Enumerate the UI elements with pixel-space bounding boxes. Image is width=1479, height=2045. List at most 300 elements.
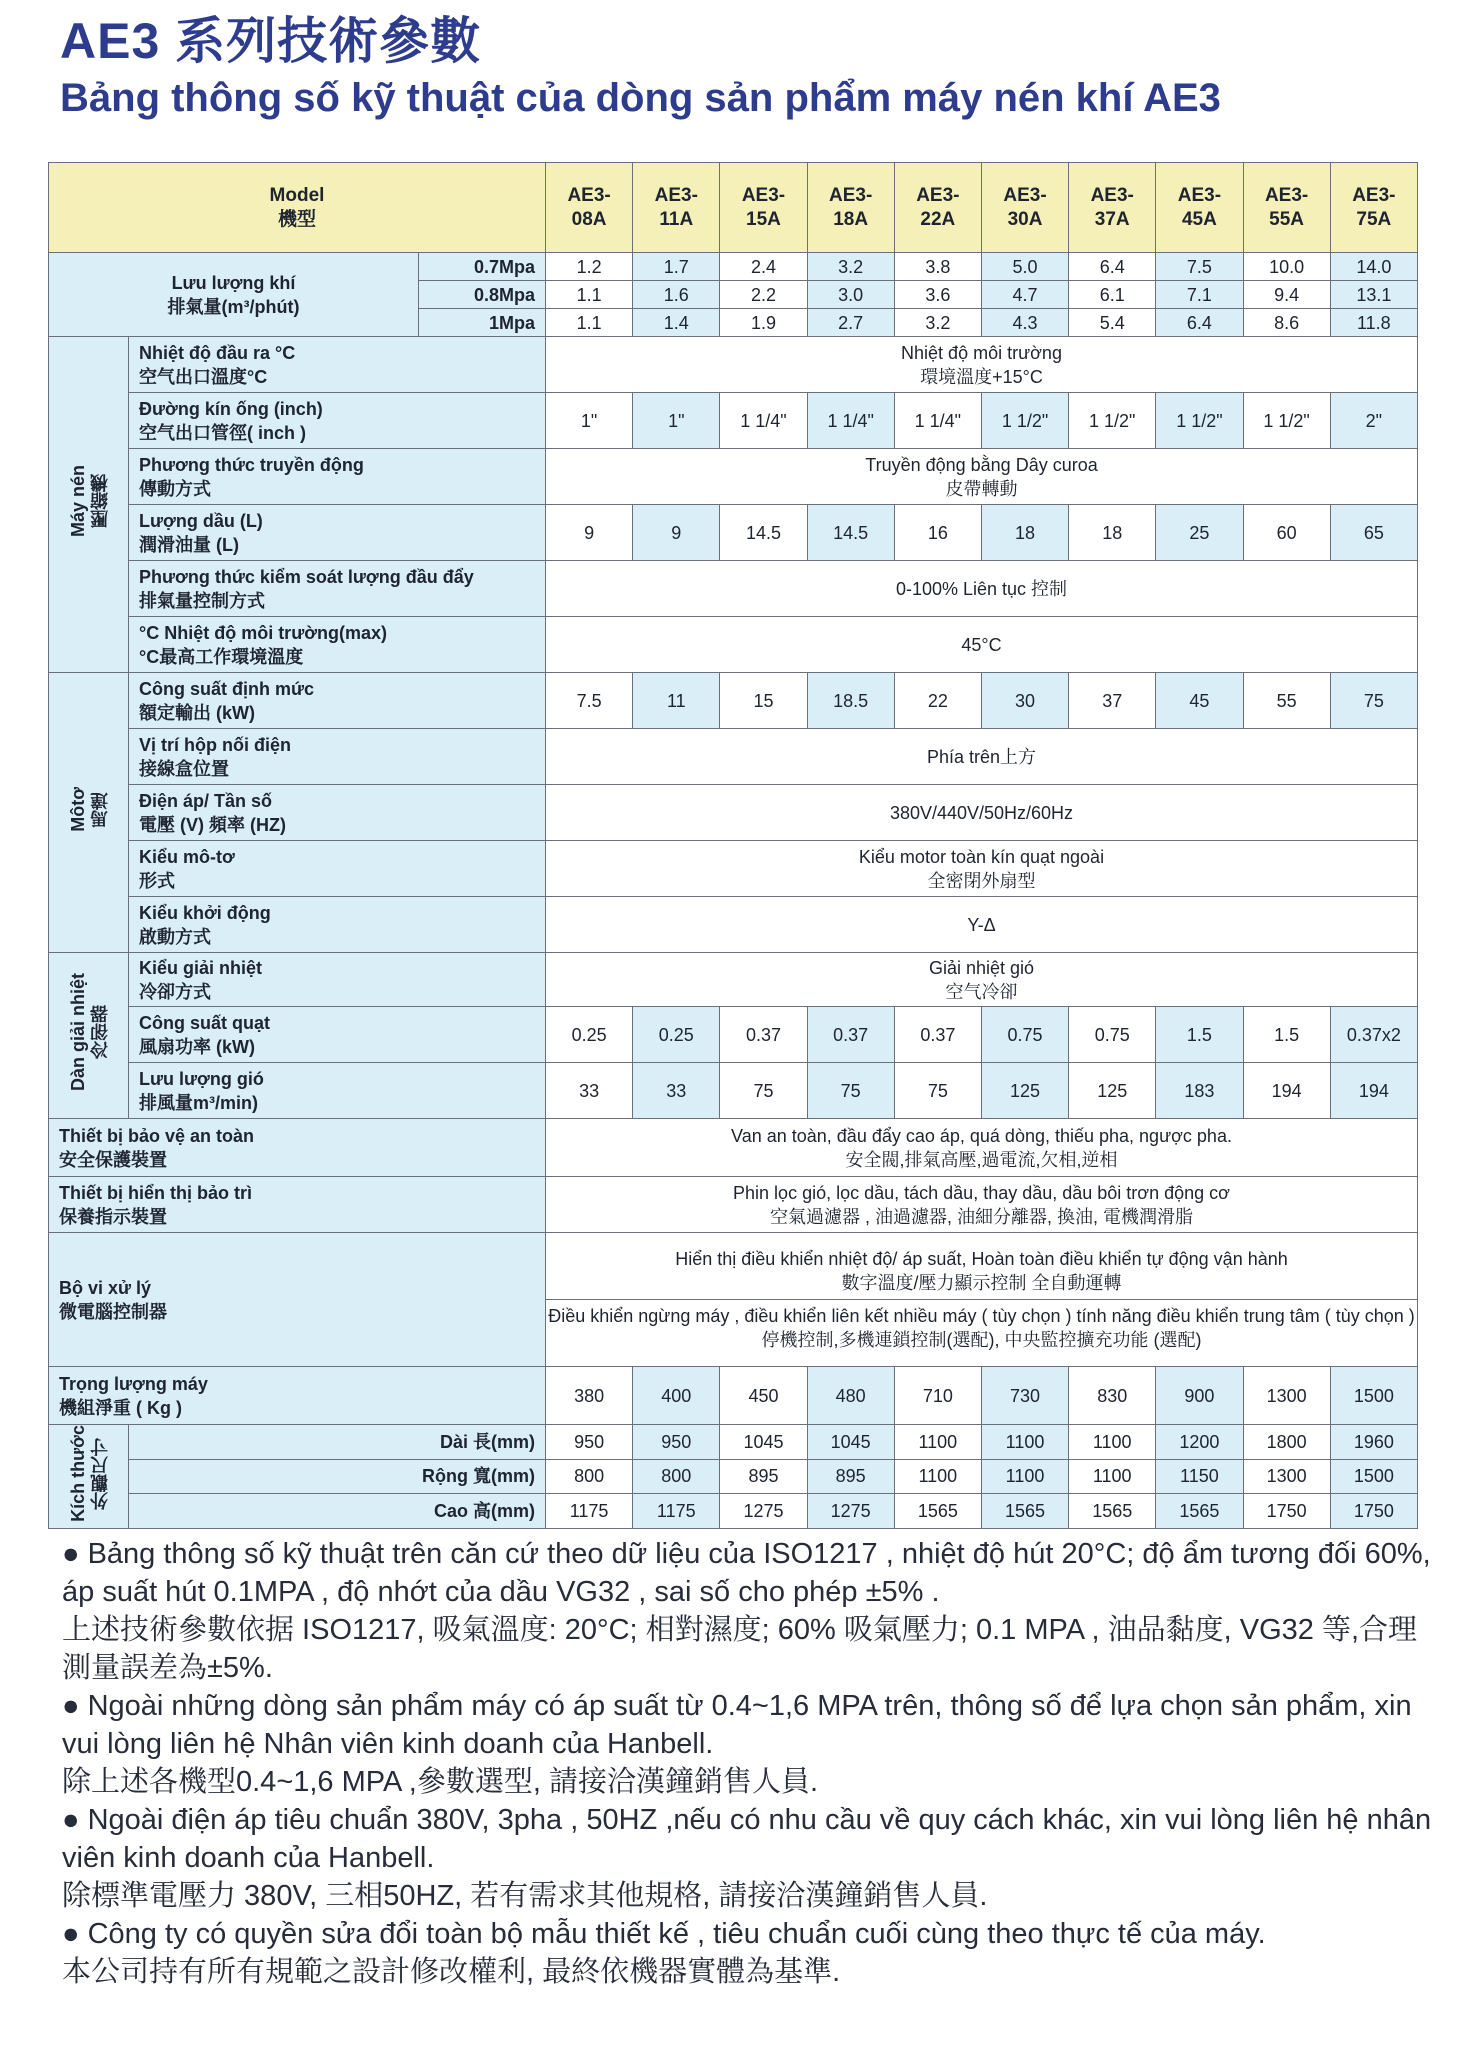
label-box-line-2: 接線盒位置 (139, 758, 229, 779)
weight-7: 830 (1069, 1367, 1156, 1425)
airflow-10: 194 (1330, 1063, 1417, 1119)
label-weight (49, 1367, 546, 1425)
dims-3-1: 1175 (546, 1494, 633, 1529)
group-cooler-vi: Dàn giải nhiệt (67, 973, 88, 1092)
row-cool-method (49, 953, 1418, 1007)
dims-row-2 (49, 1459, 1418, 1494)
group-compressor (49, 337, 129, 673)
group-compressor-text (67, 465, 111, 537)
dims-2-8: 1150 (1156, 1459, 1243, 1494)
model-label: Model (269, 184, 325, 206)
model-3-bottom: 15A (746, 208, 781, 230)
value-controller-sub (546, 1299, 1417, 1352)
label-safety (49, 1119, 546, 1177)
flow-2-3: 2.2 (720, 281, 807, 309)
note-2: 上述技術參數依据 ISO1217, 吸氣溫度: 20°C; 相對濕度; 60% 吸氣壓力; 0.1 MPA , 油品黏度, VG32 等,合理測量誤差為±5%. (62, 1614, 1418, 1684)
dims-1-6: 1100 (981, 1425, 1068, 1460)
row-box (49, 729, 1418, 785)
dims-1-9: 1800 (1243, 1425, 1330, 1460)
dims-row-3 (49, 1494, 1418, 1529)
row-voltage (49, 785, 1418, 841)
value-temp-out-line-1: Nhiệt độ môi trường (901, 342, 1062, 363)
fan-2: 0.25 (633, 1007, 720, 1063)
row-drive (49, 449, 1418, 505)
value-drive (546, 449, 1418, 505)
row-maintenance (49, 1177, 1418, 1233)
dims-3-4: 1275 (807, 1494, 894, 1529)
group-dims-text (67, 1425, 111, 1522)
fan-3: 0.37 (720, 1007, 807, 1063)
value-safety-line-2: 安全閥,排氣高壓,過電流,欠相,逆相 (845, 1149, 1118, 1170)
value-controller (546, 1233, 1418, 1367)
pipe-2: 1" (633, 393, 720, 449)
flow-1-2: 1.7 (633, 253, 720, 281)
value-cool-method-line-2: 空气冷卻 (945, 981, 1018, 1002)
model-1-bottom: 08A (571, 208, 607, 230)
flow-1-3: 2.4 (720, 253, 807, 281)
weight-2: 400 (633, 1367, 720, 1425)
label-pipe-line-2: 空气出口管徑( inch ) (139, 422, 306, 443)
model-header (49, 163, 546, 253)
label-control-line-1: Phương thức kiểm soát lượng đầu đẩy (139, 566, 474, 587)
group-compressor-vi: Máy nén (67, 465, 88, 538)
fan-9: 1.5 (1243, 1007, 1330, 1063)
value-ambient-line-1: 45°C (961, 634, 1002, 655)
group-dims-vi: Kích thước (67, 1425, 88, 1522)
model-10-bottom: 75A (1356, 208, 1392, 230)
label-box-line-1: Vị trí hộp nối điện (139, 734, 291, 755)
model-4-top: AE3- (829, 184, 873, 206)
flow-3-1: 1.1 (546, 309, 633, 337)
label-pipe-line-1: Đường kín ống (inch) (139, 398, 323, 419)
pipe-10: 2" (1330, 393, 1417, 449)
dims-3-9: 1750 (1243, 1494, 1330, 1529)
value-controller-line-1: Hiển thị điều khiển nhiệt độ/ áp suất, Hoàn toàn điều khiển tự động vận hành (675, 1249, 1288, 1269)
label-motor-type-line-2: 形式 (139, 870, 175, 891)
flow-2-6: 4.7 (981, 281, 1068, 309)
weight-1: 380 (546, 1367, 633, 1425)
label-start (129, 897, 546, 953)
model-4 (807, 163, 894, 253)
flow-1-8: 7.5 (1156, 253, 1243, 281)
dims-label-2: Rộng 寬(mm) (129, 1459, 546, 1494)
flow-pressure-2: 0.8Mpa (419, 281, 546, 309)
value-motor-type-line-2: 全密閉外扇型 (927, 870, 1036, 891)
dims-2-3: 895 (720, 1459, 807, 1494)
label-weight-line-2: 機組淨重 ( Kg ) (59, 1397, 182, 1418)
group-motor-vi: Môtơ (67, 787, 88, 832)
flow-1-1: 1.2 (546, 253, 633, 281)
dims-1-7: 1100 (1069, 1425, 1156, 1460)
label-maintenance (49, 1177, 546, 1233)
dims-3-6: 1565 (981, 1494, 1068, 1529)
note-4: 除上述各機型0.4~1,6 MPA ,參數選型, 請接洽漢鐘銷售人員. (62, 1766, 818, 1798)
label-ambient-line-2: °C最高工作環境溫度 (139, 646, 304, 667)
row-pipe (49, 393, 1418, 449)
dims-2-2: 800 (633, 1459, 720, 1494)
dims-1-5: 1100 (894, 1425, 981, 1460)
value-start-line-1: Y-Δ (967, 914, 996, 935)
label-voltage (129, 785, 546, 841)
flow-2-8: 7.1 (1156, 281, 1243, 309)
label-start-line-1: Kiểu khởi động (139, 902, 271, 923)
label-ambient-line-1: °C Nhiệt độ môi trường(max) (139, 622, 388, 643)
label-temp-out-line-2: 空气出口溫度°C (139, 366, 268, 387)
flow-3-3: 1.9 (720, 309, 807, 337)
flow-2-4: 3.0 (807, 281, 894, 309)
weight-6: 730 (981, 1367, 1068, 1425)
power-5: 22 (894, 673, 981, 729)
row-weight (49, 1367, 1418, 1425)
value-temp-out-line-2: 環境溫度+15°C (920, 366, 1043, 387)
flow-2-2: 1.6 (633, 281, 720, 309)
oil-5: 16 (894, 505, 981, 561)
flow-label (49, 253, 419, 337)
label-pipe (129, 393, 546, 449)
weight-9: 1300 (1243, 1367, 1330, 1425)
label-oil (129, 505, 546, 561)
oil-1: 9 (546, 505, 633, 561)
label-drive (129, 449, 546, 505)
label-drive-line-2: 傳動方式 (139, 478, 211, 499)
pipe-8: 1 1/2" (1156, 393, 1243, 449)
label-motor-type (129, 841, 546, 897)
model-8 (1156, 163, 1243, 253)
fan-7: 0.75 (1069, 1007, 1156, 1063)
airflow-5: 75 (894, 1063, 981, 1119)
flow-1-6: 5.0 (981, 253, 1068, 281)
flow-1-4: 3.2 (807, 253, 894, 281)
value-box (546, 729, 1418, 785)
title-zh: AE3 系列技術參數 (60, 13, 482, 69)
dims-label-1: Dài 長(mm) (129, 1425, 546, 1460)
flow-pressure-1: 0.7Mpa (419, 253, 546, 281)
label-control-line-2: 排氣量控制方式 (139, 590, 265, 611)
fan-6: 0.75 (981, 1007, 1068, 1063)
value-voltage (546, 785, 1418, 841)
label-airflow (129, 1063, 546, 1119)
model-1-top: AE3- (567, 184, 611, 206)
pipe-9: 1 1/2" (1243, 393, 1330, 449)
flow-pressure-3: 1Mpa (419, 309, 546, 337)
dims-1-8: 1200 (1156, 1425, 1243, 1460)
spec-table (48, 162, 1418, 1529)
flow-3-9: 8.6 (1243, 309, 1330, 337)
dims-3-10: 1750 (1330, 1494, 1417, 1529)
row-power (49, 673, 1418, 729)
dims-3-5: 1565 (894, 1494, 981, 1529)
fan-4: 0.37 (807, 1007, 894, 1063)
model-3 (720, 163, 807, 253)
model-10-top: AE3- (1352, 184, 1396, 206)
value-maintenance-line-2: 空氣過濾器 , 油過濾器, 油細分離器, 換油, 電機潤滑脂 (769, 1206, 1193, 1227)
pipe-3: 1 1/4" (720, 393, 807, 449)
label-voltage-line-2: 電壓 (V) 頻率 (HZ) (139, 814, 286, 835)
note-6: 除標準電壓力 380V, 三相50HZ, 若有需求其他規格, 請接洽漢鐘銷售人員. (62, 1880, 988, 1912)
row-safety (49, 1119, 1418, 1177)
weight-3: 450 (720, 1367, 807, 1425)
group-motor-zh: 馬達 (89, 791, 110, 828)
dims-2-9: 1300 (1243, 1459, 1330, 1494)
note-5: ● Ngoài điện áp tiêu chuẩn 380V, 3pha , 50HZ ,nếu có nhu cầu về quy cách khác, xin vui lòng liên hệ nhân viên kinh doanh của Hanbell. (62, 1804, 1432, 1874)
airflow-3: 75 (720, 1063, 807, 1119)
row-airflow (49, 1063, 1418, 1119)
airflow-4: 75 (807, 1063, 894, 1119)
power-2: 11 (633, 673, 720, 729)
model-6-top: AE3- (1003, 184, 1047, 206)
label-maintenance-line-2: 保養指示裝置 (59, 1206, 167, 1227)
model-2-top: AE3- (654, 184, 698, 206)
dims-2-1: 800 (546, 1459, 633, 1494)
weight-10: 1500 (1330, 1367, 1417, 1425)
model-5-top: AE3- (916, 184, 960, 206)
label-power-line-1: Công suất định mức (139, 678, 315, 699)
oil-3: 14.5 (720, 505, 807, 561)
row-start (49, 897, 1418, 953)
value-box-line-1: Phía trên上方 (926, 746, 1037, 767)
row-controller (49, 1233, 1418, 1367)
fan-5: 0.37 (894, 1007, 981, 1063)
model-6-bottom: 30A (1007, 208, 1043, 230)
power-10: 75 (1330, 673, 1417, 729)
airflow-1: 33 (546, 1063, 633, 1119)
row-oil (49, 505, 1418, 561)
label-fan (129, 1007, 546, 1063)
flow-1-10: 14.0 (1330, 253, 1417, 281)
notes (62, 1535, 1442, 1991)
model-5-bottom: 22A (920, 208, 956, 230)
flow-label-line-2: 排氣量(m³/phút) (167, 296, 300, 317)
flow-3-4: 2.7 (807, 309, 894, 337)
dims-1-4: 1045 (807, 1425, 894, 1460)
value-controller-line-2: 數字溫度/壓力顯示控制 全自動運轉 (841, 1273, 1122, 1293)
flow-2-7: 6.1 (1069, 281, 1156, 309)
pipe-4: 1 1/4" (807, 393, 894, 449)
value-motor-type-line-1: Kiểu motor toàn kín quạt ngoài (858, 846, 1105, 867)
flow-1-7: 6.4 (1069, 253, 1156, 281)
oil-9: 60 (1243, 505, 1330, 561)
pipe-6: 1 1/2" (981, 393, 1068, 449)
dims-1-2: 950 (633, 1425, 720, 1460)
flow-2-10: 13.1 (1330, 281, 1417, 309)
oil-4: 14.5 (807, 505, 894, 561)
model-7-bottom: 37A (1094, 208, 1130, 230)
oil-6: 18 (981, 505, 1068, 561)
dims-3-2: 1175 (633, 1494, 720, 1529)
dims-1-3: 1045 (720, 1425, 807, 1460)
label-start-line-2: 啟動方式 (139, 926, 211, 947)
power-1: 7.5 (546, 673, 633, 729)
model-2-bottom: 11A (659, 208, 694, 230)
value-controller-line-4: 停機控制,多機連鎖控制(選配), 中央監控擴充功能 (選配) (761, 1330, 1202, 1350)
model-5 (894, 163, 981, 253)
label-cool-method-line-2: 冷卻方式 (139, 981, 211, 1002)
dims-2-7: 1100 (1069, 1459, 1156, 1494)
model-8-top: AE3- (1177, 184, 1222, 206)
label-fan-line-1: Công suất quạt (139, 1012, 270, 1033)
label-airflow-line-2: 排風量m³/min) (139, 1092, 258, 1113)
group-motor (49, 673, 129, 953)
oil-7: 18 (1069, 505, 1156, 561)
fan-10: 0.37x2 (1330, 1007, 1417, 1063)
airflow-2: 33 (633, 1063, 720, 1119)
value-drive-line-2: 皮帶轉動 (945, 478, 1018, 499)
flow-3-2: 1.4 (633, 309, 720, 337)
model-label-zh: 機型 (277, 208, 316, 230)
pipe-5: 1 1/4" (894, 393, 981, 449)
value-safety (546, 1119, 1418, 1177)
flow-1-5: 3.8 (894, 253, 981, 281)
oil-2: 9 (633, 505, 720, 561)
group-cooler (49, 953, 129, 1119)
model-3-top: AE3- (741, 184, 786, 206)
label-oil-line-1: Lượng dầu (L) (139, 510, 263, 531)
row-motor-type (49, 841, 1418, 897)
airflow-9: 194 (1243, 1063, 1330, 1119)
pipe-1: 1" (546, 393, 633, 449)
oil-8: 25 (1156, 505, 1243, 561)
label-airflow-line-1: Lưu lượng gió (139, 1068, 264, 1089)
label-maintenance-line-1: Thiết bị hiển thị bảo trì (59, 1182, 252, 1203)
flow-3-5: 3.2 (894, 309, 981, 337)
dims-3-7: 1565 (1069, 1494, 1156, 1529)
value-start (546, 897, 1418, 953)
weight-4: 480 (807, 1367, 894, 1425)
flow-2-9: 9.4 (1243, 281, 1330, 309)
label-oil-line-2: 潤滑油量 (L) (139, 534, 239, 555)
model-9-top: AE3- (1264, 184, 1309, 206)
value-maintenance-line-1: Phin lọc gió, lọc dầu, tách dầu, thay dầu, dầu bôi trơn động cơ (733, 1182, 1230, 1203)
label-temp-out (129, 337, 546, 393)
dims-label-3: Cao 高(mm) (129, 1494, 546, 1529)
model-2 (633, 163, 720, 253)
pipe-7: 1 1/2" (1069, 393, 1156, 449)
label-fan-line-2: 風扇功率 (kW) (139, 1036, 255, 1057)
model-4-bottom: 18A (833, 208, 869, 230)
header-row (49, 163, 1418, 253)
model-8-bottom: 45A (1181, 208, 1217, 230)
label-ambient (129, 617, 546, 673)
power-4: 18.5 (807, 673, 894, 729)
value-temp-out (546, 337, 1418, 393)
oil-10: 65 (1330, 505, 1417, 561)
dims-2-10: 1500 (1330, 1459, 1417, 1494)
value-cool-method (546, 953, 1418, 1007)
label-controller-line-2: 微電腦控制器 (59, 1301, 167, 1322)
label-motor-type-line-1: Kiểu mô-tơ (139, 846, 235, 867)
model-6 (981, 163, 1068, 253)
value-safety-line-1: Van an toàn, đầu đẩy cao áp, quá dòng, thiếu pha, ngược pha. (731, 1125, 1232, 1146)
dims-1-10: 1960 (1330, 1425, 1417, 1460)
flow-3-6: 4.3 (981, 309, 1068, 337)
label-power (129, 673, 546, 729)
label-weight-line-1: Trọng lượng máy (59, 1373, 208, 1394)
value-motor-type (546, 841, 1418, 897)
power-6: 30 (981, 673, 1068, 729)
label-voltage-line-1: Điện áp/ Tần số (139, 790, 273, 811)
fan-1: 0.25 (546, 1007, 633, 1063)
label-cool-method-line-1: Kiểu giải nhiệt (139, 957, 263, 978)
flow-1-9: 10.0 (1243, 253, 1330, 281)
airflow-8: 183 (1156, 1063, 1243, 1119)
model-7-top: AE3- (1090, 184, 1134, 206)
dims-row-1 (49, 1425, 1418, 1460)
group-dims (49, 1425, 129, 1529)
label-safety-line-1: Thiết bị bảo vệ an toàn (59, 1125, 255, 1146)
value-drive-line-1: Truyền động bằng Dây curoa (865, 454, 1098, 475)
flow-row-1 (49, 253, 1418, 281)
value-voltage-line-1: 380V/440V/50Hz/60Hz (889, 802, 1074, 823)
power-9: 55 (1243, 673, 1330, 729)
row-temp-out (49, 337, 1418, 393)
value-cool-method-line-1: Giải nhiệt gió (928, 957, 1035, 978)
group-compressor-zh: 壓縮機 (89, 474, 110, 529)
value-maintenance (546, 1177, 1418, 1233)
power-7: 37 (1069, 673, 1156, 729)
model-9-bottom: 55A (1269, 208, 1305, 230)
note-8: 本公司持有所有規範之設計修改權利, 最終依機器實體為基準. (62, 1956, 841, 1988)
label-controller (49, 1233, 546, 1367)
weight-5: 710 (894, 1367, 981, 1425)
power-8: 45 (1156, 673, 1243, 729)
flow-3-8: 6.4 (1156, 309, 1243, 337)
value-ambient (546, 617, 1418, 673)
flow-3-10: 11.8 (1330, 309, 1417, 337)
model-9 (1243, 163, 1330, 253)
model-1 (546, 163, 633, 253)
label-power-line-2: 額定輸出 (kW) (139, 702, 255, 723)
fan-8: 1.5 (1156, 1007, 1243, 1063)
group-motor-text (67, 787, 111, 832)
power-3: 15 (720, 673, 807, 729)
label-drive-line-1: Phương thức truyền động (139, 454, 364, 475)
group-dims-zh: 外觀尺寸 (89, 1437, 110, 1510)
flow-3-7: 5.4 (1069, 309, 1156, 337)
dims-2-4: 895 (807, 1459, 894, 1494)
weight-8: 900 (1156, 1367, 1243, 1425)
group-cooler-text (67, 973, 111, 1091)
group-cooler-zh: 冷卻器 (89, 1005, 110, 1060)
model-7 (1069, 163, 1156, 253)
row-fan (49, 1007, 1418, 1063)
page-title (60, 10, 1221, 124)
note-7: ● Công ty có quyền sửa đổi toàn bộ mẫu thiết kế , tiêu chuẩn cuối cùng theo thực tế của máy. (62, 1918, 1266, 1950)
model-10 (1330, 163, 1417, 253)
label-cool-method (129, 953, 546, 1007)
label-control (129, 561, 546, 617)
dims-1-1: 950 (546, 1425, 633, 1460)
note-3: ● Ngoài những dòng sản phẩm máy có áp suất từ 0.4~1,6 MPA trên, thông số để lựa chọn sản phẩm, xin vui lòng liên hệ Nhân viên kinh doanh của Hanbell. (62, 1690, 1412, 1760)
label-box (129, 729, 546, 785)
label-temp-out-line-1: Nhiệt độ đầu ra °C (139, 342, 296, 363)
row-control (49, 561, 1418, 617)
value-controller-line-3: Điều khiển ngừng máy , điều khiển liên kết nhiều máy ( tùy chọn ) tính năng điều khiển trung tâm ( tùy chọn ) (548, 1306, 1415, 1326)
dims-2-5: 1100 (894, 1459, 981, 1494)
dims-3-8: 1565 (1156, 1494, 1243, 1529)
airflow-6: 125 (981, 1063, 1068, 1119)
flow-2-1: 1.1 (546, 281, 633, 309)
airflow-7: 125 (1069, 1063, 1156, 1119)
flow-label-line-1: Lưu lượng khí (171, 272, 296, 293)
label-safety-line-2: 安全保護裝置 (59, 1149, 167, 1170)
note-1: ● Bảng thông số kỹ thuật trên căn cứ theo dữ liệu của ISO1217 , nhiệt độ hút 20°C; độ ẩm tương đối 60%, áp suất hút 0.1MPA , độ nhớt của dầu VG32 , sai số cho phép ±5% . (62, 1538, 1431, 1608)
value-control (546, 561, 1418, 617)
flow-2-5: 3.6 (894, 281, 981, 309)
label-controller-line-1: Bộ vi xử lý (59, 1277, 152, 1298)
value-control-line-1: 0-100% Liên tục 控制 (895, 578, 1068, 599)
title-vi: Bảng thông số kỹ thuật của dòng sản phẩm máy nén khí AE3 (60, 76, 1221, 120)
row-ambient (49, 617, 1418, 673)
